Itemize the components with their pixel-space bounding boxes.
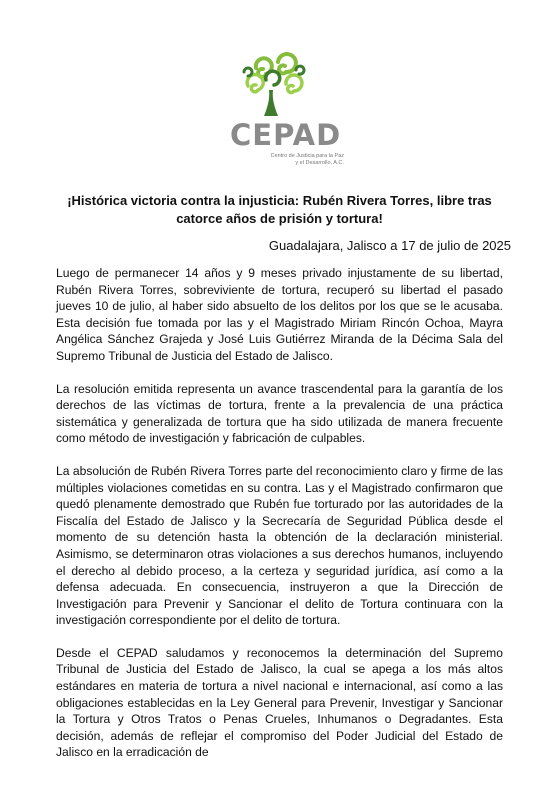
paragraph: La resolución emitida representa un avance trascendental para la garantía de los derechos de las víctimas de tortura, frente a la prevalencia de una práctica sistemática y generalizada de tortura que ha sido utilizada de manera frecuente como método de investigación y fabricación de culpables.: [56, 381, 503, 446]
document-body: [56, 265, 503, 777]
paragraph: Desde el CEPAD saludamos y reconocemos la determinación del Supremo Tribunal de Justicia del Estado de Jalisco, la cual se apega a los más altos estándares en materia de tortura a nivel nacional e internacional, así como a las obligaciones establecidas en la Ley General para Prevenir, Investigar y Sancionar la Tortura y Otros Tratos o Penas Crueles, Inhumanos o Degradantes. Esta decisión, además de reflejar el compromiso del Poder Judicial del Estado de Jalisco en la erradicación de: [56, 645, 503, 760]
logo-subtitle-line2: y el Desarrollo, A.C.: [295, 160, 344, 166]
dateline: Guadalajara, Jalisco a 17 de julio de 2025: [268, 238, 511, 253]
paragraph: La absolución de Rubén Rivera Torres parte del reconocimiento claro y firme de las múltiples violaciones cometidas en su contra. Las y el Magistrado confirmaron que quedó plenamente demostrado que Rubén fue torturado por las autoridades de la Fiscalía del Estado de Jalisco y la Secrecaría de Seguridad Pública desde el momento de su detención hasta la obtención de la declaración ministerial. Asimismo, se determinaron otras violaciones a sus derechos humanos, incluyendo el derecho al debido proceso, a la certeza y seguridad jurídica, así como a la defensa adecuada. En consecuencia, instruyeron a que la Dirección de Investigación para Prevenir y Sancionar el delito de Tortura continuara con la investigación correspondiente por el delito de tortura.: [56, 463, 503, 628]
paragraph: Luego de permanecer 14 años y 9 meses privado injustamente de su libertad, Rubén Rivera Torres, sobreviviente de tortura, recuperó su libertad el pasado jueves 10 de julio, al haber sido absuelto de los delitos por los que se le acusaba. Esta decisión fue tomada por las y el Magistrado Miriam Rincón Ochoa, Mayra Angélica Sánchez Grajeda y José Luis Gutiérrez Miranda de la Décima Sala del Supremo Tribunal de Justicia del Estado de Jalisco.: [56, 266, 503, 363]
logo-subtitle-line1: Centro de Justicia para la Paz: [270, 153, 344, 159]
tree-spiral-icon: [236, 50, 306, 118]
cepad-logo: [224, 50, 344, 168]
logo-wordmark: CEPAD: [230, 118, 342, 152]
logo-subtitle: [252, 153, 344, 167]
press-release-title: ¡Histórica victoria contra la injusticia: Rubén Rivera Torres, libre tras catorce años de prisión y tortura!: [67, 193, 492, 226]
